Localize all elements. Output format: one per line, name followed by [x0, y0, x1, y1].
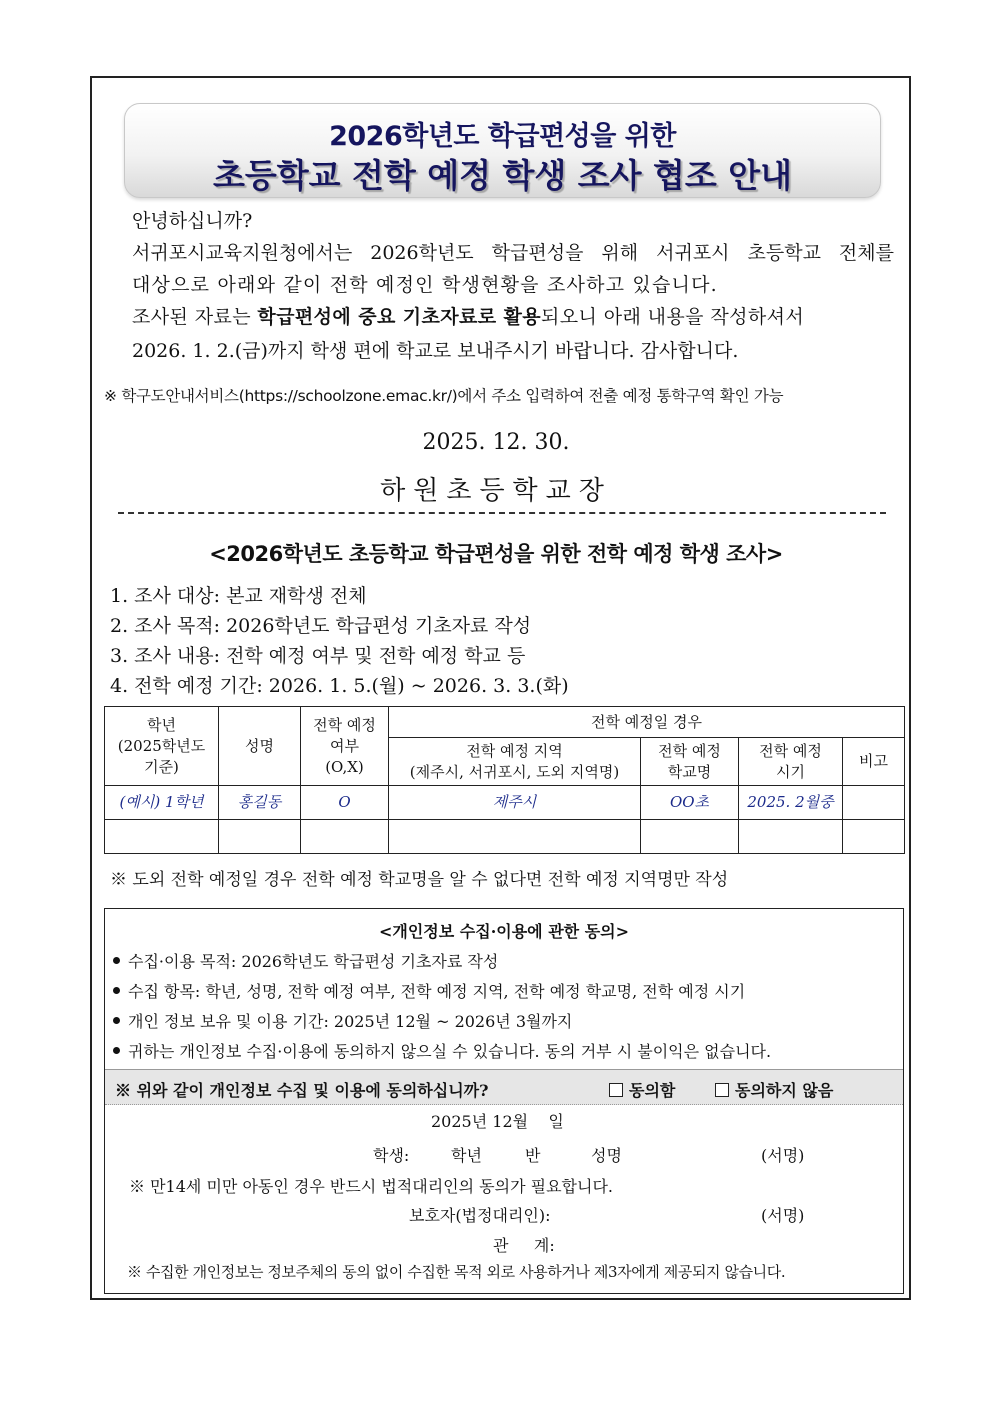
consent-bullet: [113, 949, 498, 972]
title-line-1: 2026학년도 학급편성을 위한: [329, 121, 676, 152]
consent-bullet: [113, 979, 745, 1002]
disagree-option[interactable]: [715, 1078, 833, 1101]
header-school-line: 전학 예정: [658, 741, 721, 760]
consent-bullet-text: 귀하는 개인정보 수집·이용에 동의하지 않으실 수 있습니다. 동의 거부 시 불이익은 없습니다.: [128, 1042, 772, 1061]
consent-bullet: [113, 1039, 771, 1062]
survey-item-3: 3. 조사 내용: 전학 예정 여부 및 전학 예정 학교 등: [110, 645, 526, 667]
consent-date-line: 2025년 12월 일: [431, 1112, 564, 1131]
consent-bullet-text: 수집 항목: 학년, 성명, 전학 예정 여부, 전학 예정 지역, 전학 예정 학교명, 전학 예정 시기: [128, 982, 746, 1001]
table-row-entry: [105, 820, 905, 854]
example-time: 2025. 2월중: [739, 786, 843, 820]
agree-checkbox[interactable]: [609, 1083, 623, 1097]
header-time-line: 시기: [776, 762, 805, 781]
privacy-final-note: ※ 수집한 개인정보는 정보주체의 동의 없이 수집한 목적 외로 사용하거나 제3자에게 제공되지 않습니다.: [127, 1263, 786, 1281]
document-date: 2025. 12. 30.: [422, 430, 570, 455]
agree-option[interactable]: [609, 1078, 675, 1101]
guardian-sign: (서명): [761, 1206, 805, 1225]
example-grade: (예시) 1학년: [105, 786, 219, 820]
consent-question-bar: [105, 1069, 903, 1105]
transfer-survey-table: [104, 706, 905, 854]
student-sign: (서명): [761, 1146, 805, 1165]
header-grade: [105, 707, 219, 786]
minor-consent-note: ※ 만14세 미만 아동인 경우 반드시 법적대리인의 동의가 필요합니다.: [129, 1177, 613, 1196]
survey-title: <2026학년도 초등학교 학급편성을 위한 전학 예정 학생 조사>: [209, 542, 783, 566]
entry-name-cell[interactable]: [219, 820, 301, 854]
header-grade-line: 기준): [144, 757, 179, 776]
entry-grade-cell[interactable]: [105, 820, 219, 854]
consent-bullet-text: 개인 정보 보유 및 이용 기간: 2025년 12월 ~ 2026년 3월까지: [128, 1012, 573, 1031]
header-plan-line: (O,X): [325, 757, 364, 776]
intro-line-3-c: 되오니 아래 내용을 작성하셔서: [541, 306, 805, 328]
entry-note-cell[interactable]: [843, 820, 905, 854]
student-name-label: 성명: [591, 1146, 622, 1165]
example-region: 제주시: [389, 786, 641, 820]
entry-plan-cell[interactable]: [301, 820, 389, 854]
intro-line-2: 대상으로 아래와 같이 전학 예정인 학생현황을 조사하고 있습니다.: [132, 274, 718, 296]
bullet-dot-icon: [113, 957, 120, 964]
bullet-dot-icon: [113, 987, 120, 994]
grade-label: 학년: [451, 1146, 482, 1165]
disagree-checkbox[interactable]: [715, 1083, 729, 1097]
consent-bullet: [113, 1009, 572, 1032]
header-time: [739, 738, 843, 786]
example-plan: O: [301, 786, 389, 820]
schoolzone-notice: ※ 학구도안내서비스(https://schoolzone.emac.kr/)에서 주소 입력하여 전출 예정 통학구역 확인 가능: [104, 387, 784, 405]
header-plan-line: 전학 예정: [313, 715, 376, 734]
header-grade-line: (2025학년도: [117, 736, 206, 755]
bullet-dot-icon: [113, 1017, 120, 1024]
example-school: OO초: [641, 786, 739, 820]
consent-title: <개인정보 수집·이용에 관한 동의>: [378, 922, 630, 941]
consent-box: [104, 908, 904, 1294]
relation-label: 관 계:: [493, 1236, 555, 1255]
agree-label: 동의함: [629, 1081, 676, 1100]
entry-region-cell[interactable]: [389, 820, 641, 854]
survey-item-2: 2. 조사 목적: 2026학년도 학급편성 기초자료 작성: [110, 615, 532, 637]
header-grade-line: 학년: [147, 715, 176, 734]
table-footnote: ※ 도외 전학 예정일 경우 전학 예정 학교명을 알 수 없다면 전학 예정 지역명만 작성: [110, 870, 729, 890]
guardian-label: 보호자(법정대리인):: [409, 1206, 551, 1225]
entry-school-cell[interactable]: [641, 820, 739, 854]
student-label: 학생:: [373, 1146, 410, 1165]
intro-line-1: 서귀포시교육지원청에서는 2026학년도 학급편성을 위해 서귀포시 초등학교 전체를: [132, 242, 894, 264]
bullet-dot-icon: [113, 1047, 120, 1054]
class-label: 반: [525, 1146, 541, 1165]
cut-line: [118, 512, 886, 514]
table-header-row: [105, 707, 905, 738]
header-group: 전학 예정일 경우: [389, 707, 905, 738]
header-plan-line: 여부: [330, 736, 359, 755]
header-school: [641, 738, 739, 786]
title-line-2: 초등학교 전학 예정 학생 조사 협조 안내: [213, 156, 792, 195]
intro-line-3-bold: 학급편성에 중요 기초자료로 활용: [257, 306, 542, 328]
header-region: [389, 738, 641, 786]
intro-line-4: 2026. 1. 2.(금)까지 학생 편에 학교로 보내주시기 바랍니다. 감사합니다.: [132, 340, 739, 362]
entry-time-cell[interactable]: [739, 820, 843, 854]
example-note: [843, 786, 905, 820]
disagree-label: 동의하지 않음: [735, 1081, 834, 1100]
header-school-line: 학교명: [667, 762, 712, 781]
title-banner: [124, 103, 881, 198]
consent-question: ※ 위와 같이 개인정보 수집 및 이용에 동의하십니까?: [115, 1081, 489, 1100]
intro-line-3: [132, 302, 804, 329]
greeting: 안녕하십니까?: [132, 210, 253, 232]
consent-bullet-text: 수집·이용 목적: 2026학년도 학급편성 기초자료 작성: [128, 952, 499, 971]
table-row-example: [105, 786, 905, 820]
sender-school: 하원초등학교장: [380, 476, 612, 506]
survey-item-1: 1. 조사 대상: 본교 재학생 전체: [110, 585, 367, 607]
header-region-line: 전학 예정 지역: [466, 741, 563, 760]
header-note: 비고: [843, 738, 905, 786]
intro-line-3-a: 조사된 자료는: [132, 306, 258, 328]
header-plan: [301, 707, 389, 786]
header-time-line: 전학 예정: [759, 741, 822, 760]
survey-item-4: 4. 전학 예정 기간: 2026. 1. 5.(월) ~ 2026. 3. 3.(화): [110, 675, 569, 697]
header-region-line: (제주시, 서귀포시, 도외 지역명): [409, 762, 620, 781]
example-name: 홍길동: [219, 786, 301, 820]
header-name: 성명: [219, 707, 301, 786]
